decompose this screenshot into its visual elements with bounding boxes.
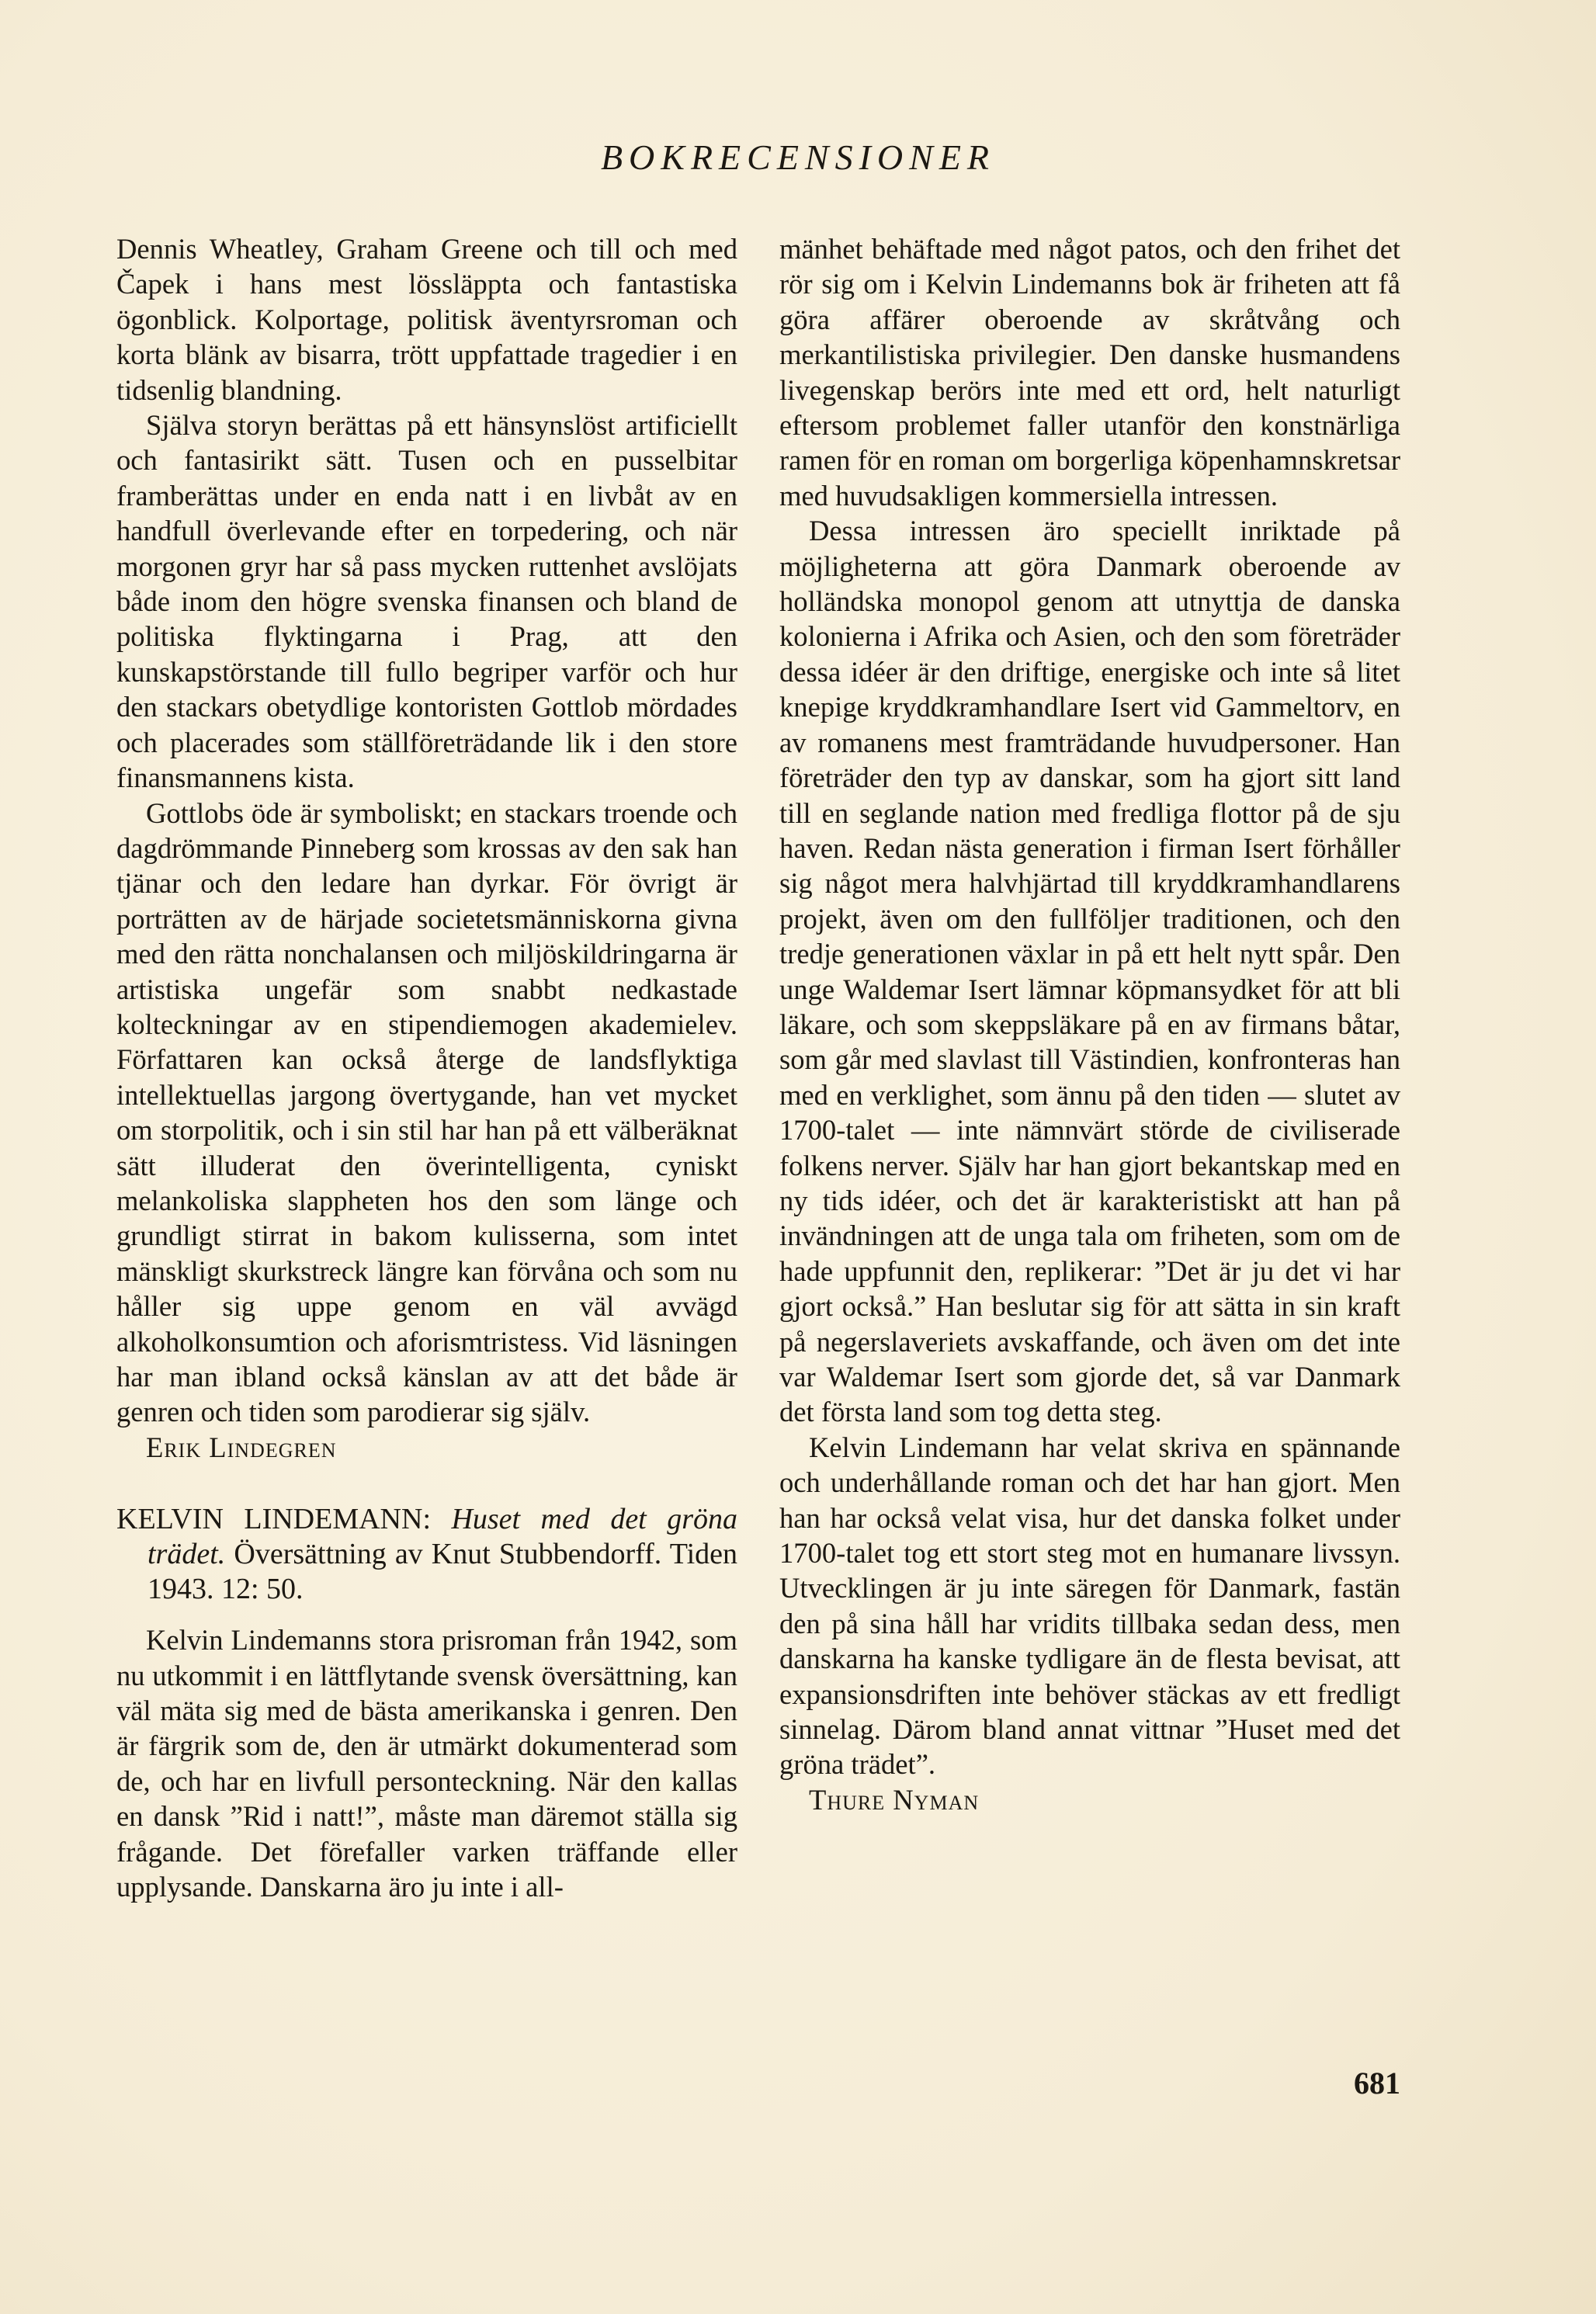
running-header: BOKRECENSIONER — [600, 137, 996, 177]
paragraph: Kelvin Lindemann har velat skriva en spännande och underhållande roman och det har han gjort. Men han har också velat visa, hur det danska folket under 1700-talet tog ett stort steg mot en humanare livssyn. Utvecklingen är ju inte säregen för Danmark, fastän den på sina håll har vridits tillbaka sedan dess, men danskarna ha kanske tydligare än de flesta bevisat, att expansionsdriften inte behöver stäckas av ett fredligt sinnelag. Därom bland annat vittnar ”Huset med det gröna trädet”. — [779, 1431, 1400, 1781]
paragraph: Dessa intressen äro speciellt inriktade på möjligheterna att göra Danmark oberoende av holländska monopol genom att utnyttja de danska kolonierna i Afrika och Asien, och den som företräder dessa idéer är den driftige, energiske och inte så litet knepige kryddkramhandlare Isert vid Gammeltorv, en av romanens mest framträdande huvudpersoner. Han företräder den typ av danskar, som ha gjort sitt land till en seglande nation med fredliga flottor på de sju haven. Redan nästa generation i firman Isert förhåller sig något mera halvhjärtad till kryddkramhandlarens projekt, även om den fullföljer traditionen, och den tredje generationen växlar in på ett helt nytt spår. Den unge Waldemar Isert lämnar köpmansydket för att bli läkare, och som skeppsläkare på en av firmans båtar, som går med slavlast till Västindien, konfronteras han med en verklighet, som ännu på den tiden — slutet av 1700-talet — inte nämnvärt störde de civiliserade folkens nerver. Själv har han gjort bekantskap med en ny tids idéer, och det är karakteristiskt att han på invändningen att de unga tala om friheten, som om de hade uppfunnit den, replikerar: ”Det är ju det vi har gjort också.” Han beslutar sig för att sätta in sin kraft på negerslaveriets avskaffande, och även om det inte var Waldemar Isert som gjorde det, så var Danmark det första land som tog detta steg. — [779, 515, 1400, 1428]
paragraph: Kelvin Lindemanns stora prisroman från 1942, som nu utkommit i en lättflytande svensk översättning, kan väl mäta sig med de bästa amerikanska i genren. Den är färgrik som de, den är utmärkt dokumenterad som de, och har en livfull personteckning. När den kallas en dansk ”Rid i natt!”, måste man däremot ställa sig frågande. Det förefaller varken träffande eller upplysande. Danskarna äro ju inte i all- — [116, 1624, 737, 1903]
review-book-title: Huset med det gröna trädet. — [147, 1503, 737, 1571]
paragraph: mänhet behäftade med något patos, och den frihet det rör sig om i Kelvin Lindemanns bok är friheten att få göra affärer oberoende av skråtvång och merkantilistiska privilegier. Den danske husmandens livegenskap berörs inte med ett ord, helt naturligt eftersom problemet faller utanför den konstnärliga ramen för en roman om borgerliga köpenhamnskretsar med huvudsakligen kommersiella intressen. — [779, 233, 1400, 512]
review-publication-info: Översättning av Knut Stubbendorff. Tiden 1943. 12: 50. — [147, 1538, 737, 1606]
right-column — [779, 231, 1400, 1817]
reviewer-signature: Thure Nyman — [809, 1783, 980, 1816]
paragraph: Själva storyn berättas på ett hänsynslöst artificiellt och fantasirikt sätt. Tusen och en pusselbitar framberättas under en enda natt i en livbåt av en handfull överlevande efter en torpedering, och när morgonen gryr har så pass mycken ruttenhet avslöjats både inom den högre svenska finansen och bland de politiska flyktingarna i Prag, att den kunskapstörstande till fullo begriper varför och hur den stackars obetydlige kontoristen Gottlob mördades och placerades som ställföreträdande lik i den store finansmannens kista. — [116, 409, 737, 794]
review-author: KELVIN LINDEMANN: — [116, 1503, 452, 1536]
page-number: 681 — [1354, 2066, 1400, 2101]
reviewer-signature: Erik Lindegren — [146, 1431, 337, 1463]
paragraph: Dennis Wheatley, Graham Greene och till och med Čapek i hans mest lössläppta och fantastiska ögonblick. Kolportage, politisk äventyrsroman och korta blänk av bisarra, trött uppfattade tragedier i en tidsenlig blandning. — [116, 233, 737, 406]
left-column — [116, 231, 737, 1904]
paragraph: Gottlobs öde är symboliskt; en stackars troende och dagdrömmande Pinneberg som krossas av den sak han tjänar och den ledare han dyrkar. För övrigt är porträtten av de härjade societetsmänniskorna givna med den rätta nonchalansen och miljöskildringarna är artistiska ungefär som snabbt nedkastade kolteckningar av en stipendiemogen akademielev. Författaren kan också återge de landsflyktiga intellektuellas jargong övertygande, han vet mycket om storpolitik, och i sin stil har han på ett välberäknat sätt illuderat den överintelligenta, cyniskt melankoliska slappheten hos den som länge och grundligt stirrat in bakom kulisserna, som intet mänskligt skurkstreck längre kan förvåna och som nu håller sig uppe genom en väl avvägd alkoholkonsumtion och aforismtristess. Vid läsningen har man ibland också känslan av att det både är genren och tiden som parodierar sig själv. — [116, 796, 737, 1428]
review-title — [116, 1502, 737, 1607]
